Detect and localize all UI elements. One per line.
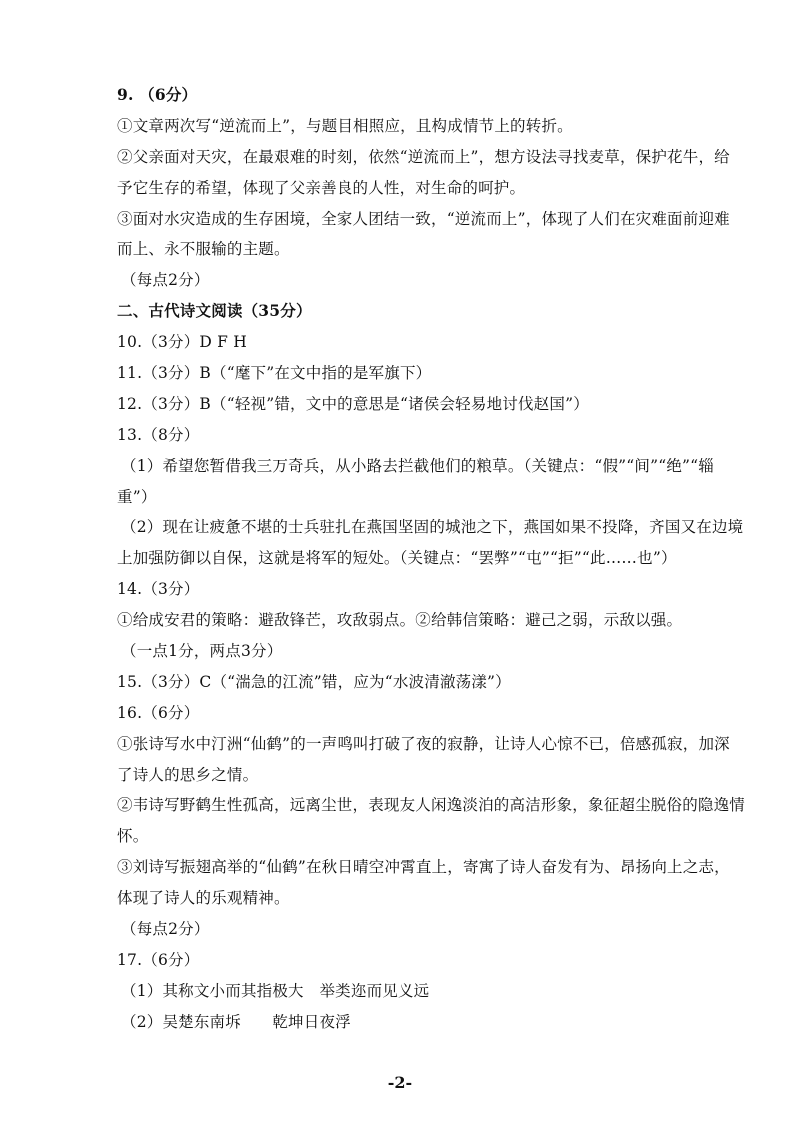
answer-line: ③面对水灾造成的生存困境，全家人团结一致，“逆流而上”，体现了人们在灾难面前迎难: [117, 209, 730, 228]
answer-line: ②韦诗写野鹤生性孤高，远离尘世，表现友人闲逸淡泊的高洁形象，象征超尘脱俗的隐逸情: [117, 796, 746, 815]
answer-line: 予它生存的希望，体现了父亲善良的人性，对生命的呵护。: [117, 178, 526, 197]
answer-line: 11.（3分）B（“麾下”在文中指的是军旗下）: [117, 364, 432, 383]
answer-line: 12.（3分）B（“轻视”错，文中的意思是“诸侯会轻易地讨伐赵国”）: [117, 394, 589, 413]
answer-content: [117, 80, 746, 1038]
answer-line: 而上、永不服输的主题。: [117, 240, 290, 259]
page-number: -2-: [387, 1073, 413, 1092]
answer-line: ①给成安君的策略：避敌锋芒，攻敌弱点。②给韩信策略：避己之弱，示敌以强。: [117, 611, 683, 630]
answer-line: 14.（3分）: [117, 580, 200, 599]
answer-line: （2）吴楚东南坼 乾坤日夜浮: [121, 1012, 351, 1031]
answer-line: 10.（3分）D F H: [117, 333, 247, 352]
answer-line: 二、古代诗文阅读（35分）: [117, 301, 312, 321]
answer-line: 了诗人的思乡之情。: [117, 765, 259, 784]
answer-line: （1）希望您暂借我三万奇兵，从小路去拦截他们的粮草。（关键点：“假”“间”“绝”“辎: [121, 456, 714, 475]
answer-line: 17.（6分）: [117, 950, 200, 969]
answer-line: 16.（6分）: [117, 703, 200, 722]
answer-line: 上加强防御以自保，这就是将军的短处。（关键点：“罢弊”“屯”“拒”“此……也”）: [117, 549, 677, 568]
answer-line: 怀。: [117, 827, 149, 846]
answer-line: 体现了诗人的乐观精神。: [117, 889, 290, 908]
answer-line: 重”）: [117, 487, 157, 506]
answer-line: 9. （6分）: [117, 85, 198, 104]
answer-line: （每点2分）: [121, 920, 210, 939]
answer-line: （1）其称文小而其指极大 举类迩而见义远: [121, 981, 430, 1000]
answer-line: ①张诗写水中汀洲“仙鹤”的一声鸣叫打破了夜的寂静，让诗人心惊不已，倍感孤寂，加深: [117, 734, 730, 753]
answer-line: 13.（8分）: [117, 425, 200, 444]
answer-line: （2）现在让疲惫不堪的士兵驻扎在燕国坚固的城池之下，燕国如果不投降，齐国又在边境: [121, 518, 744, 537]
answer-line: （一点1分，两点3分）: [121, 642, 283, 661]
answer-line: ③刘诗写振翅高举的“仙鹤”在秋日晴空冲霄直上，寄寓了诗人奋发有为、昂扬向上之志，: [117, 858, 730, 877]
answer-line: ①文章两次写“逆流而上”，与题目相照应，且构成情节上的转折。: [117, 116, 573, 135]
answer-line: 15.（3分）C（“湍急的江流”错，应为“水波清澈荡漾”）: [117, 672, 511, 691]
answer-line: ②父亲面对天灾，在最艰难的时刻，依然“逆流而上”，想方设法寻找麦草，保护花牛，给: [117, 147, 730, 166]
answer-line: （每点2分）: [121, 271, 210, 290]
